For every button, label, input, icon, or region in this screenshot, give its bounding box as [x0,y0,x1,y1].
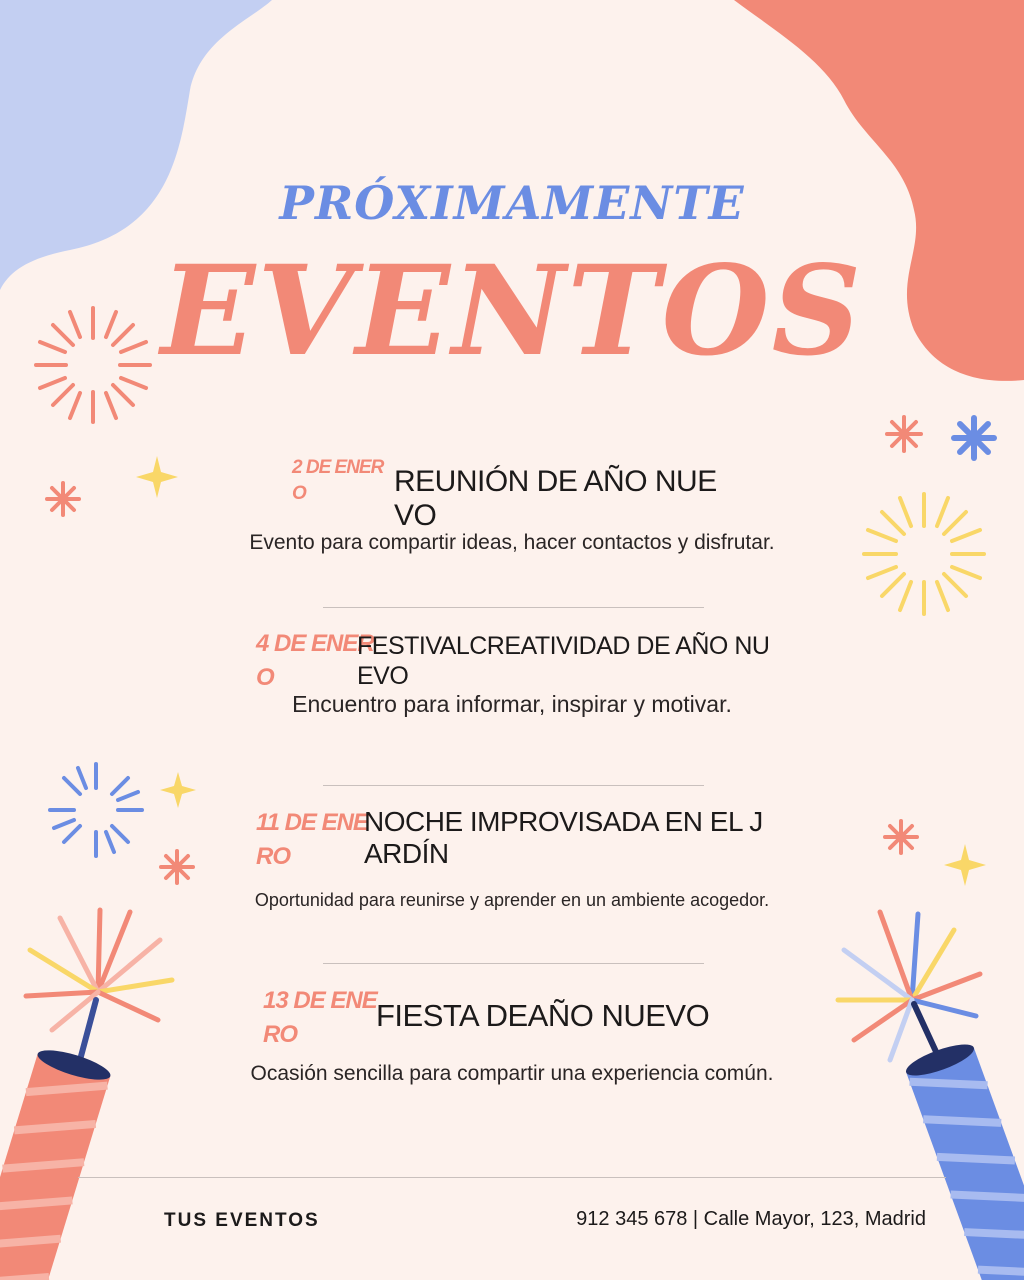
footer-divider [78,1177,946,1178]
footer-contact: 912 345 678 | Calle Mayor, 123, Madrid [576,1208,926,1230]
event-description: Evento para compartir ideas, hacer contactos y disfrutar. [249,531,775,554]
event-date: 4 DE ENERO [256,630,374,691]
blue-firework-icon [46,760,146,860]
event-title: NOCHE IMPROVISADA EN EL JARDÍN [364,806,763,869]
event-date: 2 DE ENERO [292,457,384,504]
coral-star-icon [158,848,196,886]
event-title: FIESTA DEAÑO NUEVO [376,998,710,1033]
event-date: 11 DE ENERO [256,809,368,870]
coral-star-icon [44,480,82,518]
event-title: REUNIÓN DE AÑO NUEVO [394,465,717,532]
coral-firecracker-icon [0,900,180,1280]
coral-star-icon [884,414,924,454]
yellow-sparkle-icon [134,454,180,500]
subtitle-heading: PRÓXIMAMENTE [279,176,745,230]
yellow-sparkle-icon [942,842,988,888]
event-title: FESTIVALCREATIVIDAD DE AÑO NUEVO [357,632,770,690]
event-description: Ocasión sencilla para compartir una experiencia común. [250,1062,774,1085]
coral-star-icon [882,818,920,856]
event-divider [323,607,704,608]
event-description: Oportunidad para reunirse y aprender en un ambiente acogedor. [254,890,770,910]
event-divider [323,785,704,786]
blue-star-icon [950,414,998,462]
event-description: Encuentro para informar, inspirar y motivar. [292,691,732,717]
event-divider [323,963,704,964]
event-date: 13 DE ENERO [263,987,377,1048]
yellow-sparkle-icon [158,770,198,810]
title-heading: EVENTOS [160,239,864,384]
footer-brand: TUS EVENTOS [164,1210,320,1231]
